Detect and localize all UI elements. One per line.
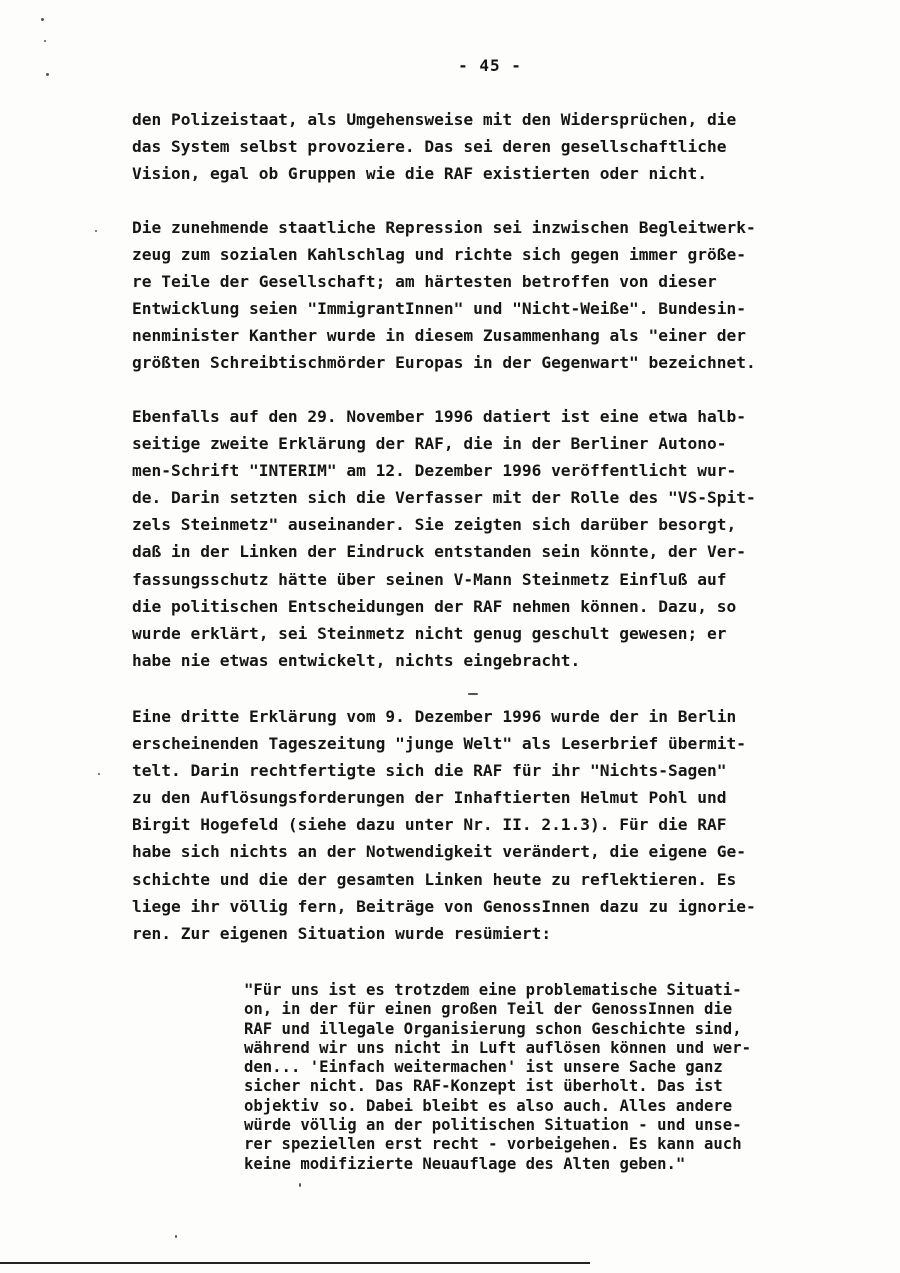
text-line: liege ihr völlig fern, Beiträge von GenossInnen dazu zu ignorie-: [132, 896, 756, 916]
quote-line: "Für uns ist es trotzdem eine problematische Situati-: [244, 981, 742, 999]
text-line: fassungsschutz hätte über seinen V-Mann Steinmetz Einfluß auf: [132, 569, 727, 589]
text-line: zels Steinmetz" auseinander. Sie zeigten sich darüber besorgt,: [132, 515, 737, 535]
scan-speck: [468, 693, 478, 695]
scan-speck: [95, 230, 97, 232]
quote-line: würde völlig an der politischen Situation - und unse-: [244, 1116, 742, 1135]
page-number: - 45 -: [458, 56, 522, 75]
text-line: Ebenfalls auf den 29. November 1996 datiert ist eine etwa halb-: [132, 407, 746, 426]
paragraph-3: [132, 403, 852, 674]
paragraph-4: [132, 703, 852, 947]
paragraph-2: [132, 214, 852, 377]
text-line: nenminister Kanther wurde in diesem Zusammenhang als "einer der: [132, 326, 746, 346]
text-line: seitige zweite Erklärung der RAF, die in der Berliner Autono-: [132, 434, 727, 454]
text-line: zu den Auflösungsforderungen der Inhaftierten Helmut Pohl und: [132, 788, 727, 808]
quote-line: sicher nicht. Das RAF-Konzept ist überholt. Das ist: [244, 1077, 723, 1096]
scan-speck: [46, 73, 49, 76]
quote-line: on, in der für einen großen Teil der GenossInnen die: [244, 1000, 733, 1019]
text-line: re Teile der Gesellschaft; am härtesten betroffen von dieser: [132, 272, 717, 292]
quote-line: während wir uns nicht in Luft auflösen können und wer-: [244, 1038, 751, 1057]
text-line: schichte und die der gesamten Linken heute zu reflektieren. Es: [132, 869, 737, 889]
quote-line: objektiv so. Dabei bleibt es also auch. Alles andere: [244, 1096, 733, 1115]
scan-speck: [98, 773, 100, 775]
scan-speck: [44, 40, 46, 42]
text-line: men-Schrift "INTERIM" am 12. Dezember 1996 veröffentlicht wur-: [132, 461, 737, 481]
quote-line: keine modifizierte Neuauflage des Alten geben.": [244, 1154, 686, 1173]
text-line: habe nie etwas entwickelt, nichts eingebracht.: [132, 650, 581, 670]
quote-line: RAF und illegale Organisierung schon Geschichte sind,: [244, 1019, 742, 1038]
quote-line: rer speziellen erst recht - vorbeigehen. Es kann auch: [244, 1135, 742, 1154]
text-line: erscheinenden Tageszeitung "junge Welt" als Leserbrief übermit-: [132, 734, 746, 754]
text-line: zeug zum sozialen Kahlschlag und richte sich gegen immer größe-: [132, 245, 746, 265]
text-line: daß in der Linken der Eindruck entstanden sein könnte, der Ver-: [132, 542, 746, 562]
block-quote: [244, 981, 854, 1174]
paragraph-1: [132, 106, 852, 187]
text-line: habe sich nichts an der Notwendigkeit verändert, die eigene Ge-: [132, 842, 746, 862]
scan-speck: [299, 1183, 301, 1187]
bottom-rule: [0, 1262, 590, 1264]
quote-line: den... 'Einfach weitermachen' ist unsere Sache ganz: [244, 1058, 723, 1077]
text-line: ren. Zur eigenen Situation wurde resümiert:: [132, 923, 552, 943]
text-line: den Polizeistaat, als Umgehensweise mit den Widersprüchen, die: [132, 110, 737, 129]
scan-speck: [175, 1235, 177, 1238]
text-line: de. Darin setzten sich die Verfasser mit der Rolle des "VS-Spit-: [132, 488, 756, 508]
text-line: Entwicklung seien "ImmigrantInnen" und "Nicht-Weiße". Bundesin-: [132, 299, 746, 319]
text-line: Eine dritte Erklärung vom 9. Dezember 1996 wurde der in Berlin: [132, 707, 737, 726]
text-line: Birgit Hogefeld (siehe dazu unter Nr. II. 2.1.3). Für die RAF: [132, 815, 727, 835]
scan-speck: [41, 18, 44, 21]
text-line: die politischen Entscheidungen der RAF nehmen können. Dazu, so: [132, 596, 737, 616]
text-line: telt. Darin rechtfertigte sich die RAF für ihr "Nichts-Sagen": [132, 761, 727, 781]
text-line: wurde erklärt, sei Steinmetz nicht genug geschult gewesen; er: [132, 623, 727, 643]
text-line: größten Schreibtischmörder Europas in der Gegenwart" bezeichnet.: [132, 353, 756, 373]
text-line: Die zunehmende staatliche Repression sei inzwischen Begleitwerk-: [132, 218, 756, 237]
text-line: Vision, egal ob Gruppen wie die RAF existierten oder nicht.: [132, 164, 707, 184]
text-line: das System selbst provoziere. Das sei deren gesellschaftliche: [132, 137, 727, 157]
